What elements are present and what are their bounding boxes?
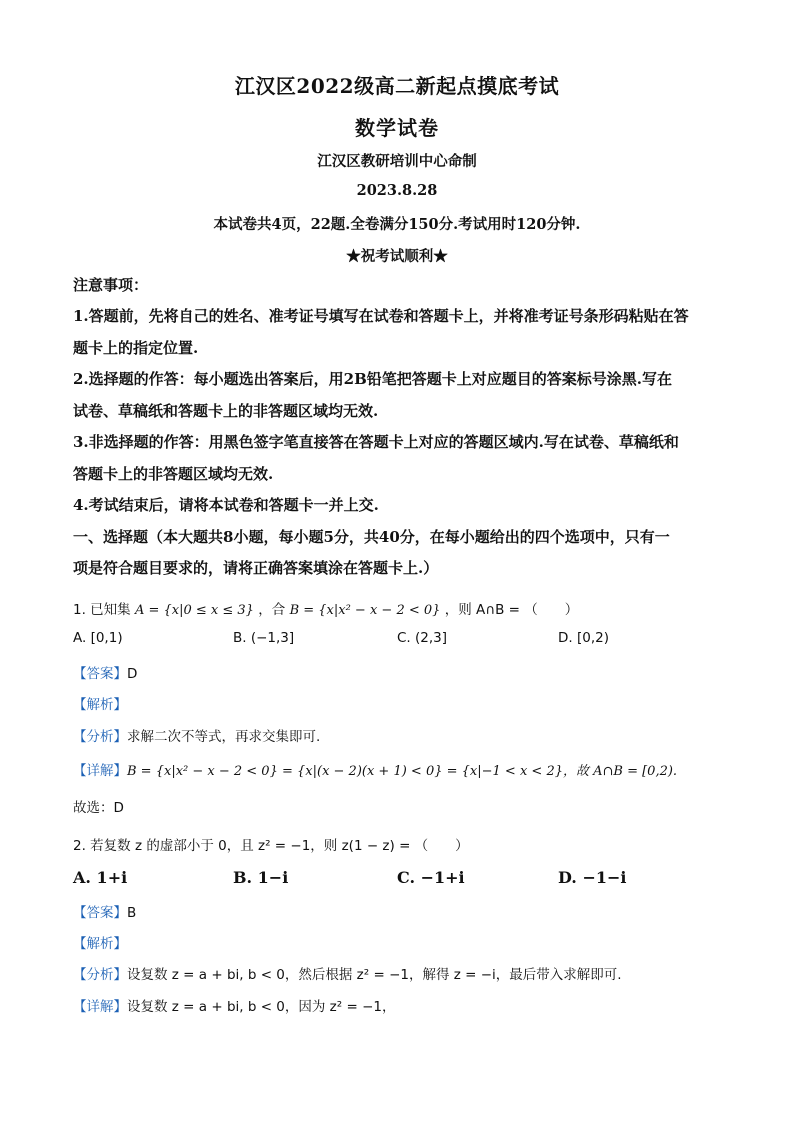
question-2-stem: 2. 若复数 z 的虚部小于 0，且 z² = −1，则 z(1 − z) = （ ） bbox=[73, 838, 469, 854]
q1-option-c: C. (2,3] bbox=[397, 630, 448, 646]
q1-stem-prefix: 1. 已知集 bbox=[73, 602, 131, 618]
q2-xiangjie-tag: 【详解】 bbox=[73, 999, 127, 1015]
q2-xiangjie: 设复数 z = a + bi, b < 0，因为 z² = −1， bbox=[127, 999, 396, 1015]
q1-option-a: A. [0,1) bbox=[73, 630, 123, 646]
q1-answer-tag: 【答案】 bbox=[73, 666, 127, 682]
q2-option-d: D. −1−i bbox=[558, 868, 627, 887]
note-3-line-2: 答题卡上的非答题区域均无效. bbox=[73, 465, 274, 483]
note-4: 4.考试结束后，请将本试卷和答题卡一并上交. bbox=[73, 496, 379, 514]
note-2-line-2: 试卷、草稿纸和答题卡上的非答题区域均无效. bbox=[73, 402, 379, 420]
q1-set-b: B = {x|x² − x − 2 < 0} bbox=[289, 603, 441, 618]
q2-option-c: C. −1+i bbox=[397, 868, 465, 887]
q1-stem-mid: ，合 bbox=[258, 602, 286, 618]
q1-xiangjie: B = {x|x² − x − 2 < 0} = {x|(x − 2)(x + 1) < 0} = {x|−1 < x < 2}，故 A∩B = [0,2). bbox=[127, 764, 678, 779]
q1-fenxi-tag: 【分析】 bbox=[73, 729, 127, 745]
q1-fenxi-line bbox=[73, 725, 320, 745]
q1-analysis-line bbox=[73, 693, 127, 713]
q1-choice: 故选：D bbox=[73, 800, 124, 816]
q2-analysis-line bbox=[73, 932, 127, 952]
q2-option-b: B. 1−i bbox=[233, 868, 289, 887]
section-heading-line-2: 项是符合题目要求的，请将正确答案填涂在答题卡上.） bbox=[73, 559, 439, 577]
note-3-line-1: 3.非选择题的作答：用黑色签字笔直接答在答题卡上对应的答题区域内.写在试卷、草稿纸和 bbox=[73, 433, 679, 451]
exam-date: 2023.8.28 bbox=[356, 182, 438, 199]
q2-fenxi: 设复数 z = a + bi, b < 0，然后根据 z² = −1，解得 z = −i，最后带入求解即可. bbox=[127, 967, 622, 983]
q2-xiangjie-line bbox=[73, 995, 395, 1015]
exam-title: 江汉区2022级高二新起点摸底考试 bbox=[234, 74, 560, 98]
q1-option-d: D. [0,2) bbox=[558, 630, 609, 646]
q1-analysis-tag: 【解析】 bbox=[73, 697, 127, 713]
q1-option-b: B. (−1,3] bbox=[233, 630, 295, 646]
q2-analysis-tag: 【解析】 bbox=[73, 936, 127, 952]
note-2-line-1: 2.选择题的作答：每小题选出答案后，用2B铅笔把答题卡上对应题目的答案标号涂黑.写在 bbox=[73, 370, 673, 388]
q1-answer-line bbox=[73, 662, 137, 682]
exam-wish: ★祝考试顺利★ bbox=[346, 248, 448, 265]
q2-answer-line bbox=[73, 901, 136, 921]
exam-issuer: 江汉区教研培训中心命制 bbox=[317, 153, 477, 170]
q1-fenxi: 求解二次不等式，再求交集即可. bbox=[127, 729, 321, 745]
q2-fenxi-tag: 【分析】 bbox=[73, 967, 127, 983]
q1-set-a: A = {x|0 ≤ x ≤ 3} bbox=[134, 603, 254, 618]
section-heading-line-1: 一、选择题（本大题共8小题，每小题5分，共40分，在每小题给出的四个选项中，只有一 bbox=[73, 528, 670, 546]
q2-fenxi-line bbox=[73, 963, 622, 983]
notes-heading: 注意事项： bbox=[73, 276, 149, 294]
q2-answer: B bbox=[127, 905, 137, 921]
exam-subject: 数学试卷 bbox=[355, 116, 439, 140]
q2-answer-tag: 【答案】 bbox=[73, 905, 127, 921]
q2-option-a: A. 1+i bbox=[73, 868, 128, 887]
q1-xiangjie-tag: 【详解】 bbox=[73, 763, 127, 779]
q1-xiangjie-line bbox=[73, 759, 677, 779]
q1-answer: D bbox=[127, 666, 138, 682]
note-1-line-2: 题卡上的指定位置. bbox=[73, 339, 199, 357]
exam-info: 本试卷共4页，22题.全卷满分150分.考试用时120分钟. bbox=[213, 216, 581, 233]
q1-stem-end: ，则 A∩B = （ ） bbox=[444, 602, 579, 618]
note-1-line-1: 1.答题前，先将自己的姓名、准考证号填写在试卷和答题卡上，并将准考证号条形码粘贴在答 bbox=[73, 307, 689, 325]
question-1-stem bbox=[73, 598, 578, 618]
